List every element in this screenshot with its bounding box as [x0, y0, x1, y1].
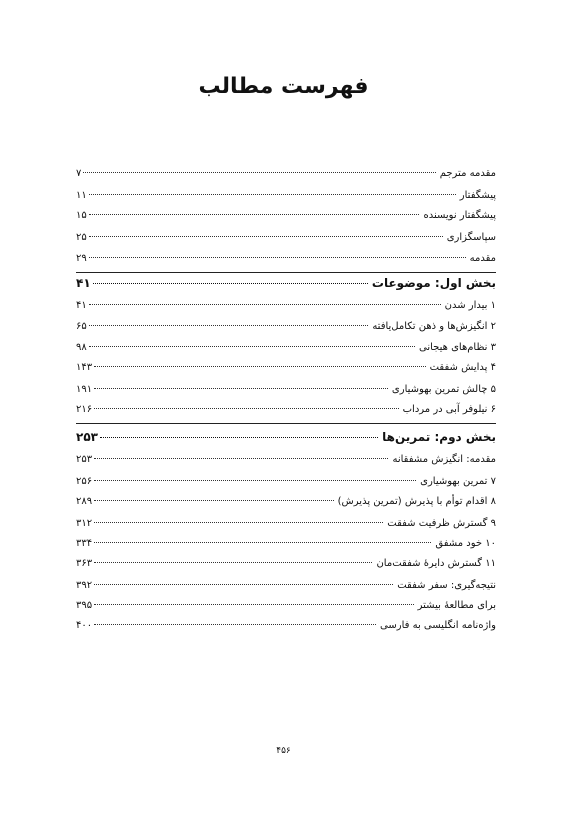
dot-leader — [83, 172, 435, 173]
dot-leader — [89, 236, 443, 237]
toc-entry — [76, 518, 496, 529]
dot-leader — [94, 624, 376, 625]
toc-entry-page: ۴۱ — [76, 300, 87, 311]
toc-entry-page: ۱۹۱ — [76, 384, 93, 395]
dot-leader — [94, 562, 372, 563]
toc-entry-label: ۶ نیلوفر آبی در مرداب — [402, 404, 496, 415]
toc-entry-page: ۱۱ — [76, 190, 87, 201]
page-title: فهرست مطالب — [198, 74, 369, 99]
toc-entry-label: ۱۰ خود مشفق — [435, 538, 496, 549]
toc-entry — [76, 454, 496, 465]
toc-part-heading — [76, 430, 496, 444]
toc-entry — [76, 321, 496, 332]
toc-entry — [76, 404, 496, 415]
toc-entry-label: پیشگفتار — [459, 190, 496, 201]
toc-entry-page: ۲۵۶ — [76, 476, 93, 487]
dot-leader — [93, 283, 368, 284]
part-heading-page: ۲۵۳ — [76, 430, 98, 444]
toc-entry-page: ۲۱۶ — [76, 404, 93, 415]
toc-part-heading — [76, 276, 496, 290]
toc-entry — [76, 232, 496, 243]
toc-entry-label: ۵ چالش تمرین بهوشیاری — [391, 384, 496, 395]
dot-leader — [94, 584, 393, 585]
toc-entry — [76, 558, 496, 569]
toc-entry — [76, 300, 496, 311]
section-divider — [76, 423, 496, 424]
toc-entry — [76, 620, 496, 631]
toc-entry-label: ۱ بیدار شدن — [444, 300, 496, 311]
dot-leader — [94, 408, 399, 409]
section-divider — [76, 272, 496, 273]
dot-leader — [94, 604, 414, 605]
toc-entry-label: پیشگفتار نویسنده — [423, 210, 496, 221]
dot-leader — [89, 257, 466, 258]
toc-entry-label: ۹ گسترش ظرفیت شفقت — [387, 518, 496, 529]
toc-entry-label: ۴ پدایش شفقت — [429, 362, 496, 373]
toc-entry — [76, 342, 496, 353]
toc-entry — [76, 253, 496, 264]
part-heading-page: ۴۱ — [76, 276, 91, 290]
dot-leader — [94, 522, 383, 523]
toc-entry-label: مقدمه مترجم — [439, 168, 496, 179]
toc-entry-page: ۲۵۳ — [76, 454, 93, 465]
dot-leader — [94, 500, 334, 501]
toc-entry-page: ۲۸۹ — [76, 496, 93, 507]
part-heading-label: بخش دوم: تمرین‌ها — [382, 430, 496, 444]
toc-entry-label: مقدمه — [469, 253, 496, 264]
toc-entry-label: نتیجه‌گیری: سفر شفقت — [397, 580, 496, 591]
dot-leader — [100, 437, 378, 438]
dot-leader — [89, 194, 456, 195]
toc-entry-page: ۳۶۳ — [76, 558, 93, 569]
toc-entry — [76, 384, 496, 395]
toc-entry-page: ۳۹۲ — [76, 580, 93, 591]
toc-entry-page: ۱۴۳ — [76, 362, 93, 373]
dot-leader — [94, 366, 425, 367]
toc-entry-label: سپاسگزاری — [446, 232, 496, 243]
toc-entry-label: ۷ تمرین بهوشیاری — [420, 476, 496, 487]
toc-entry-page: ۶۵ — [76, 321, 87, 332]
toc-entry — [76, 600, 496, 611]
toc-entry-label: ۳ نظام‌های هیجانی — [418, 342, 496, 353]
toc-entry — [76, 362, 496, 373]
page-number: ۴۵۶ — [276, 746, 291, 756]
dot-leader — [94, 388, 388, 389]
dot-leader — [94, 542, 431, 543]
toc-entry-page: ۳۳۴ — [76, 538, 93, 549]
toc-entry-page: ۱۵ — [76, 210, 87, 221]
toc-entry — [76, 168, 496, 179]
dot-leader — [94, 480, 416, 481]
dot-leader — [89, 214, 420, 215]
toc-entry-page: ۷ — [76, 168, 82, 179]
dot-leader — [94, 458, 388, 459]
toc-entry — [76, 476, 496, 487]
part-heading-label: بخش اول: موضوعات — [371, 276, 496, 290]
toc-entry-label: مقدمه: انگیزش مشفقانه — [392, 454, 496, 465]
toc-entry-label: ۸ اقدام توأم با پذیرش (تمرین پذیرش) — [337, 496, 496, 507]
toc-entry-page: ۴۰۰ — [76, 620, 93, 631]
toc-entry-label: ۲ انگیزش‌ها و ذهن تکامل‌یافته — [372, 321, 496, 332]
toc-entry-label: برای مطالعهٔ بیشتر — [417, 600, 496, 611]
toc-entry-label: ۱۱ گسترش دایرهٔ شفقت‌مان — [376, 558, 496, 569]
dot-leader — [89, 325, 369, 326]
toc-entry-page: ۲۵ — [76, 232, 87, 243]
toc-entry-page: ۲۹ — [76, 253, 87, 264]
toc-entry — [76, 538, 496, 549]
dot-leader — [89, 346, 415, 347]
toc-entry-label: واژه‌نامه انگلیسی به فارسی — [380, 620, 496, 631]
toc-entry — [76, 580, 496, 591]
toc-entry-page: ۳۱۲ — [76, 518, 93, 529]
toc-entry — [76, 496, 496, 507]
dot-leader — [89, 304, 441, 305]
toc-entry-page: ۳۹۵ — [76, 600, 93, 611]
toc-entry-page: ۹۸ — [76, 342, 87, 353]
toc-entry — [76, 210, 496, 221]
toc-entry — [76, 190, 496, 201]
